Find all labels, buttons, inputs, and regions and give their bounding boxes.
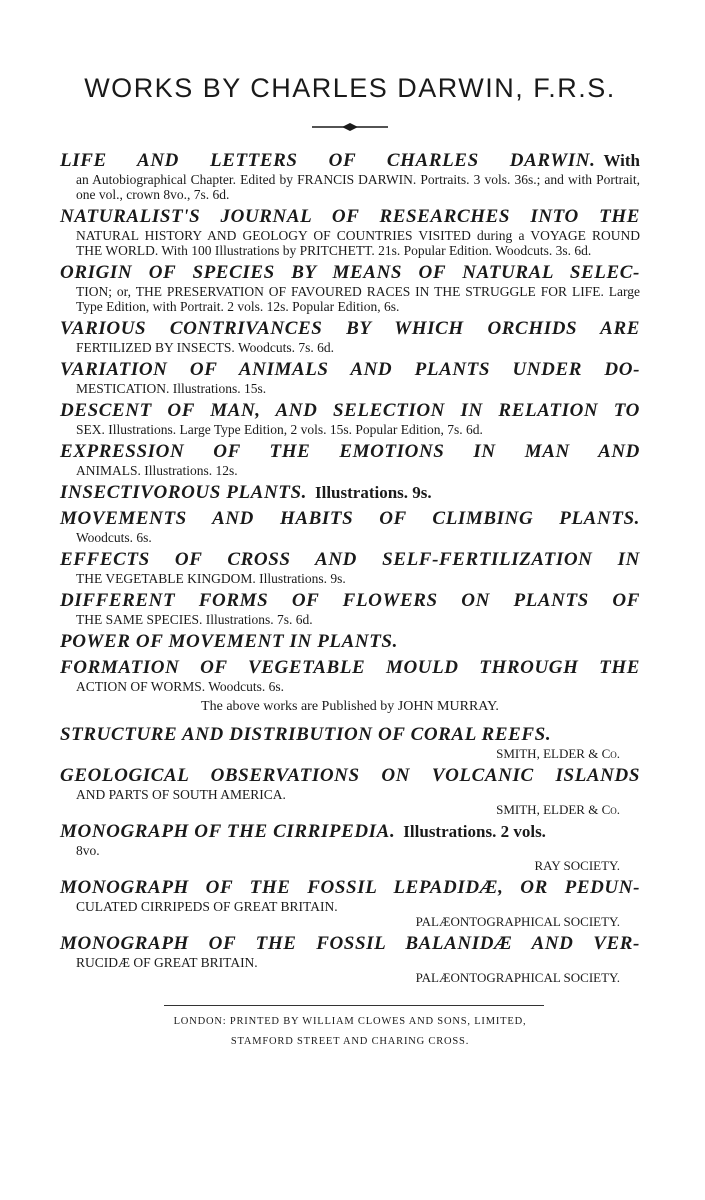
list-item — [60, 441, 640, 478]
work-title: EFFECTS OF CROSS AND SELF-FERTILIZATION IN — [60, 549, 640, 570]
list-item — [60, 508, 640, 545]
work-title: MONOGRAPH OF THE CIRRIPEDIA. Illustrations. 2 vols. — [60, 821, 546, 842]
work-title: DIFFERENT FORMS OF FLOWERS ON PLANTS OF — [60, 590, 640, 611]
footer-divider — [164, 1005, 544, 1006]
printer-imprint: LONDON: PRINTED BY WILLIAM CLOWES AND SONS, LIMITED, — [173, 1016, 527, 1027]
work-title: LIFE AND LETTERS OF CHARLES DARWIN. With — [60, 150, 640, 171]
work-title: MOVEMENTS AND HABITS OF CLIMBING PLANTS. — [60, 508, 640, 529]
work-title: EXPRESSION OF THE EMOTIONS IN MAN AND — [60, 441, 640, 462]
list-item — [60, 549, 640, 586]
work-title: INSECTIVOROUS PLANTS. Illustrations. 9s. — [60, 482, 432, 503]
work-publisher: PALÆONTOGRAPHICAL SOCIETY. — [415, 914, 620, 929]
work-description: Woodcuts. 6s. — [76, 530, 152, 545]
work-title: POWER OF MOVEMENT IN PLANTS. — [60, 631, 398, 652]
work-title: NATURALIST'S JOURNAL OF RESEARCHES INTO THE — [60, 206, 640, 227]
work-title: STRUCTURE AND DISTRIBUTION OF CORAL REEFS. — [60, 724, 552, 745]
work-description: ACTION OF WORMS. Woodcuts. 6s. — [76, 679, 285, 694]
list-item — [60, 724, 640, 761]
work-title: FORMATION OF VEGETABLE MOULD THROUGH THE — [60, 657, 640, 678]
list-item — [60, 765, 640, 817]
list-item — [60, 631, 640, 653]
works-list — [60, 150, 640, 989]
work-publisher: PALÆONTOGRAPHICAL SOCIETY. — [415, 970, 620, 985]
work-description: MESTICATION. Illustrations. 15s. — [76, 381, 267, 396]
work-title: DESCENT OF MAN, AND SELECTION IN RELATION TO — [60, 400, 640, 421]
work-publisher: SMITH, ELDER & Co. — [496, 802, 620, 817]
work-description: NATURAL HISTORY AND GEOLOGY OF COUNTRIES VISITED during a VOYAGE ROUND THE WORLD. With 100 Illustrations by PRITCHETT. 21s. Popular Edition. Woodcuts. 3s. 6d. — [76, 228, 640, 258]
work-description: AND PARTS OF SOUTH AMERICA. — [76, 787, 286, 802]
printer-address: STAMFORD STREET AND CHARING CROSS. — [230, 1036, 470, 1047]
list-item — [60, 933, 640, 985]
list-item — [60, 400, 640, 437]
page-title: WORKS BY CHARLES DARWIN, F.R.S. — [84, 73, 616, 103]
work-description: TION; or, THE PRESERVATION OF FAVOURED RACES IN THE STRUGGLE FOR LIFE. Large Type Edition, with Portrait. 2 vols. 12s. Popular Edition, 6s. — [76, 284, 640, 314]
work-description: THE SAME SPECIES. Illustrations. 7s. 6d. — [76, 612, 313, 627]
list-item — [60, 318, 640, 355]
list-item — [60, 657, 640, 694]
publisher-note: The above works are Published by JOHN MURRAY. — [201, 699, 499, 714]
work-title: VARIOUS CONTRIVANCES BY WHICH ORCHIDS ARE — [60, 318, 640, 339]
list-item — [60, 262, 640, 314]
list-item — [60, 359, 640, 396]
work-description: RUCIDÆ OF GREAT BRITAIN. — [76, 955, 258, 970]
work-description: THE VEGETABLE KINGDOM. Illustrations. 9s. — [76, 571, 346, 586]
list-item — [60, 482, 640, 504]
ornament-rule-icon — [312, 122, 388, 132]
work-title: MONOGRAPH OF THE FOSSIL BALANIDÆ AND VER- — [60, 933, 640, 954]
work-title: ORIGIN OF SPECIES BY MEANS OF NATURAL SELEC- — [60, 262, 640, 283]
work-title: GEOLOGICAL OBSERVATIONS ON VOLCANIC ISLANDS — [60, 765, 640, 786]
work-description: SEX. Illustrations. Large Type Edition, 2 vols. 15s. Popular Edition, 7s. 6d. — [76, 422, 483, 437]
list-item — [60, 877, 640, 929]
work-description: CULATED CIRRIPEDS OF GREAT BRITAIN. — [76, 899, 338, 914]
work-description: ANIMALS. Illustrations. 12s. — [76, 463, 238, 478]
work-description: FERTILIZED BY INSECTS. Woodcuts. 7s. 6d. — [76, 340, 334, 355]
list-item — [60, 150, 640, 202]
work-title: MONOGRAPH OF THE FOSSIL LEPADIDÆ, OR PEDUN- — [60, 877, 640, 898]
list-item — [60, 821, 640, 873]
list-item — [60, 206, 640, 258]
work-title: VARIATION OF ANIMALS AND PLANTS UNDER DO- — [60, 359, 640, 380]
list-item — [60, 590, 640, 627]
work-publisher: RAY SOCIETY. — [534, 858, 620, 873]
work-description: an Autobiographical Chapter. Edited by FRANCIS DARWIN. Portraits. 3 vols. 36s.; and with Portrait, one vol., crown 8vo., 7s. 6d. — [76, 172, 640, 202]
work-publisher: SMITH, ELDER & Co. — [496, 746, 620, 761]
work-description: 8vo. — [76, 843, 100, 858]
